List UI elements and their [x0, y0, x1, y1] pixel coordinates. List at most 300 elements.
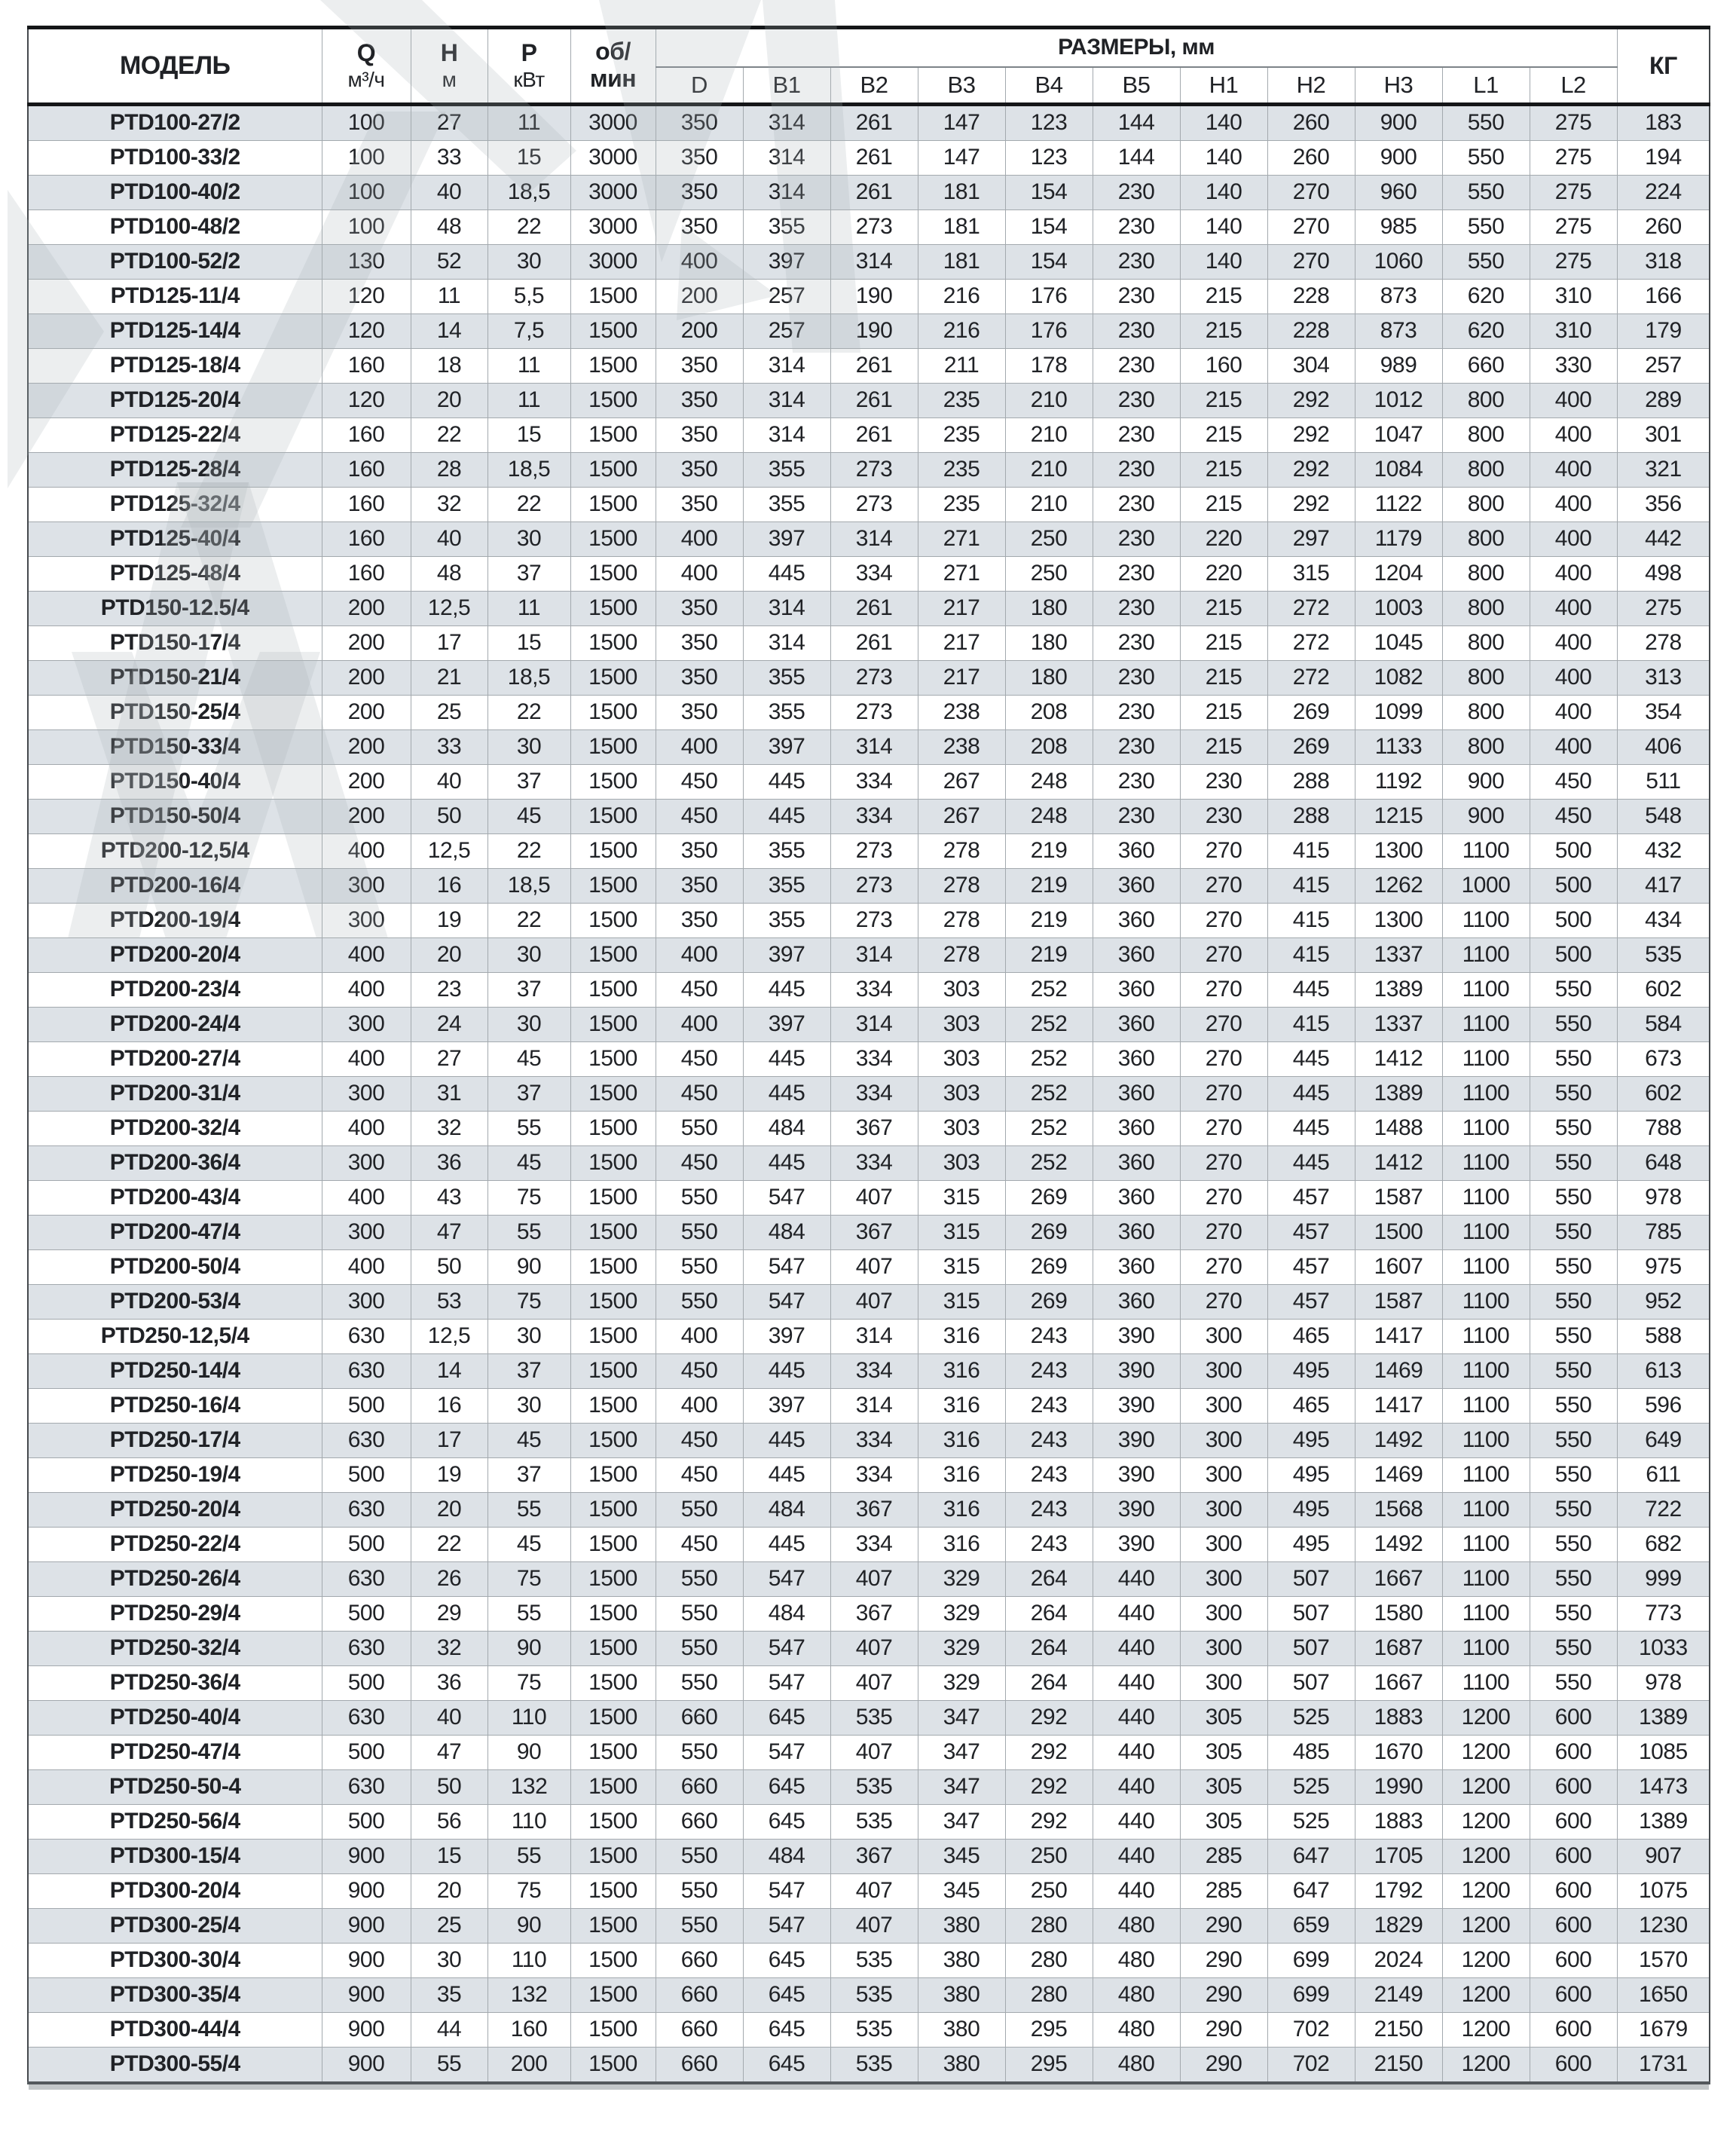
value-cell: 535: [830, 2012, 918, 2047]
value-cell: 355: [743, 695, 830, 729]
value-cell: 211: [918, 348, 1005, 383]
value-cell: 547: [743, 1735, 830, 1769]
value-cell: 367: [830, 1215, 918, 1249]
value-cell: 1045: [1355, 625, 1442, 660]
model-cell: PTD200-31/4: [28, 1076, 322, 1111]
value-cell: 400: [1530, 383, 1617, 417]
value-cell: 1417: [1355, 1388, 1442, 1423]
value-cell: 230: [1093, 383, 1180, 417]
value-cell: 550: [1530, 1041, 1617, 1076]
value-cell: 110: [487, 1700, 570, 1735]
value-cell: 295: [1005, 2012, 1093, 2047]
value-cell: 40: [411, 1700, 487, 1735]
value-cell: 380: [918, 2012, 1005, 2047]
table-row: [28, 175, 1710, 210]
value-cell: 160: [322, 556, 411, 591]
table-row: [28, 1180, 1710, 1215]
value-cell: 1417: [1355, 1319, 1442, 1353]
col-header-dim-b4: B4: [1005, 67, 1093, 105]
value-cell: 260: [1267, 140, 1355, 175]
value-cell: 264: [1005, 1631, 1093, 1665]
value-cell: 295: [1005, 2047, 1093, 2083]
value-cell: 550: [1530, 1631, 1617, 1665]
value-cell: 400: [1530, 695, 1617, 729]
value-cell: 190: [830, 279, 918, 313]
value-cell: 314: [830, 937, 918, 972]
value-cell: 347: [918, 1804, 1005, 1839]
table-row: [28, 1041, 1710, 1076]
value-cell: 27: [411, 1041, 487, 1076]
value-cell: 140: [1180, 210, 1267, 244]
value-cell: 440: [1093, 1839, 1180, 1873]
value-cell: 230: [1093, 313, 1180, 348]
model-cell: PTD125-28/4: [28, 452, 322, 487]
value-cell: 602: [1617, 972, 1710, 1007]
value-cell: 550: [1442, 244, 1530, 279]
value-cell: 278: [918, 937, 1005, 972]
value-cell: 36: [411, 1145, 487, 1180]
value-cell: 1500: [570, 833, 656, 868]
value-cell: 900: [322, 1908, 411, 1943]
value-cell: 272: [1267, 591, 1355, 625]
value-cell: 417: [1617, 868, 1710, 903]
value-cell: 1469: [1355, 1353, 1442, 1388]
value-cell: 1100: [1442, 1665, 1530, 1700]
value-cell: 1389: [1617, 1700, 1710, 1735]
value-cell: 355: [743, 868, 830, 903]
value-cell: 1829: [1355, 1908, 1442, 1943]
value-cell: 1883: [1355, 1804, 1442, 1839]
value-cell: 90: [487, 1735, 570, 1769]
table-row: [28, 1388, 1710, 1423]
model-cell: PTD200-24/4: [28, 1007, 322, 1041]
value-cell: 27: [411, 104, 487, 140]
value-cell: 24: [411, 1007, 487, 1041]
value-cell: 334: [830, 1076, 918, 1111]
value-cell: 250: [1005, 1839, 1093, 1873]
value-cell: 407: [830, 1665, 918, 1700]
value-cell: 275: [1617, 591, 1710, 625]
table-row: [28, 972, 1710, 1007]
value-cell: 270: [1180, 937, 1267, 972]
value-cell: 257: [743, 279, 830, 313]
value-cell: 329: [918, 1561, 1005, 1596]
col-header-dim-b2: B2: [830, 67, 918, 105]
value-cell: 800: [1442, 521, 1530, 556]
value-cell: 257: [1617, 348, 1710, 383]
value-cell: 800: [1442, 452, 1530, 487]
value-cell: 985: [1355, 210, 1442, 244]
value-cell: 28: [411, 452, 487, 487]
value-cell: 400: [656, 1319, 743, 1353]
value-cell: 645: [743, 2012, 830, 2047]
value-cell: 272: [1267, 625, 1355, 660]
value-cell: 315: [1267, 556, 1355, 591]
value-cell: 347: [918, 1735, 1005, 1769]
value-cell: 292: [1005, 1769, 1093, 1804]
value-cell: 300: [1180, 1492, 1267, 1527]
value-cell: 271: [918, 521, 1005, 556]
value-cell: 500: [322, 1596, 411, 1631]
table-row: [28, 452, 1710, 487]
value-cell: 200: [322, 764, 411, 799]
value-cell: 1084: [1355, 452, 1442, 487]
model-cell: PTD250-40/4: [28, 1700, 322, 1735]
value-cell: 269: [1005, 1215, 1093, 1249]
model-cell: PTD300-30/4: [28, 1943, 322, 1977]
value-cell: 450: [656, 1527, 743, 1561]
value-cell: 1500: [570, 1423, 656, 1457]
value-cell: 1500: [570, 1700, 656, 1735]
value-cell: 800: [1442, 695, 1530, 729]
value-cell: 55: [487, 1111, 570, 1145]
value-cell: 407: [830, 1180, 918, 1215]
value-cell: 1607: [1355, 1249, 1442, 1284]
table-row: [28, 1977, 1710, 2012]
value-cell: 22: [487, 210, 570, 244]
value-cell: 22: [487, 833, 570, 868]
value-cell: 1667: [1355, 1665, 1442, 1700]
table-row: [28, 1145, 1710, 1180]
model-cell: PTD200-27/4: [28, 1041, 322, 1076]
value-cell: 457: [1267, 1180, 1355, 1215]
value-cell: 144: [1093, 104, 1180, 140]
value-cell: 722: [1617, 1492, 1710, 1527]
value-cell: 550: [1442, 210, 1530, 244]
value-cell: 397: [743, 729, 830, 764]
value-cell: 1500: [570, 1769, 656, 1804]
value-cell: 645: [743, 1700, 830, 1735]
value-cell: 275: [1530, 210, 1617, 244]
value-cell: 75: [487, 1180, 570, 1215]
value-cell: 407: [830, 1561, 918, 1596]
value-cell: 645: [743, 1943, 830, 1977]
value-cell: 26: [411, 1561, 487, 1596]
value-cell: 217: [918, 625, 1005, 660]
value-cell: 1500: [570, 1527, 656, 1561]
model-cell: PTD300-20/4: [28, 1873, 322, 1908]
value-cell: 1500: [570, 1873, 656, 1908]
value-cell: 535: [830, 1769, 918, 1804]
value-cell: 355: [743, 487, 830, 521]
model-cell: PTD300-25/4: [28, 1908, 322, 1943]
value-cell: 316: [918, 1388, 1005, 1423]
value-cell: 1337: [1355, 1007, 1442, 1041]
value-cell: 442: [1617, 521, 1710, 556]
value-cell: 314: [743, 175, 830, 210]
value-cell: 360: [1093, 1284, 1180, 1319]
value-cell: 407: [830, 1735, 918, 1769]
value-cell: 273: [830, 868, 918, 903]
value-cell: 550: [1530, 1284, 1617, 1319]
col-header-power: [487, 28, 570, 105]
value-cell: 208: [1005, 729, 1093, 764]
value-cell: 1200: [1442, 1804, 1530, 1839]
value-cell: 260: [1617, 210, 1710, 244]
value-cell: 314: [743, 417, 830, 452]
value-cell: 261: [830, 175, 918, 210]
value-cell: 450: [656, 1353, 743, 1388]
value-cell: 400: [322, 937, 411, 972]
value-cell: 224: [1617, 175, 1710, 210]
value-cell: 645: [743, 2047, 830, 2083]
table-row: [28, 625, 1710, 660]
value-cell: 215: [1180, 417, 1267, 452]
value-cell: 550: [1530, 1111, 1617, 1145]
value-cell: 230: [1093, 348, 1180, 383]
value-cell: 390: [1093, 1319, 1180, 1353]
value-cell: 1100: [1442, 1249, 1530, 1284]
model-cell: PTD300-55/4: [28, 2047, 322, 2083]
value-cell: 11: [487, 591, 570, 625]
value-cell: 360: [1093, 1076, 1180, 1111]
value-cell: 952: [1617, 1284, 1710, 1319]
value-cell: 1679: [1617, 2012, 1710, 2047]
col-header-dim-b1: B1: [743, 67, 830, 105]
value-cell: 1500: [570, 1561, 656, 1596]
value-cell: 1100: [1442, 1215, 1530, 1249]
value-cell: 1100: [1442, 1145, 1530, 1180]
value-cell: 300: [322, 1215, 411, 1249]
value-cell: 507: [1267, 1596, 1355, 1631]
value-cell: 445: [743, 1076, 830, 1111]
value-cell: 350: [656, 660, 743, 695]
value-cell: 400: [322, 1249, 411, 1284]
value-cell: 800: [1442, 556, 1530, 591]
value-cell: 75: [487, 1561, 570, 1596]
value-cell: 1100: [1442, 1180, 1530, 1215]
value-cell: 1500: [570, 1665, 656, 1700]
value-cell: 36: [411, 1665, 487, 1700]
value-cell: 252: [1005, 1041, 1093, 1076]
value-cell: 40: [411, 521, 487, 556]
value-cell: 47: [411, 1215, 487, 1249]
value-cell: 630: [322, 1423, 411, 1457]
value-cell: 645: [743, 1804, 830, 1839]
value-cell: 230: [1093, 556, 1180, 591]
value-cell: 535: [830, 1977, 918, 2012]
value-cell: 55: [411, 2047, 487, 2083]
value-cell: 270: [1180, 1215, 1267, 1249]
value-cell: 30: [411, 1943, 487, 1977]
value-cell: 1200: [1442, 1977, 1530, 2012]
model-cell: PTD125-20/4: [28, 383, 322, 417]
value-cell: 350: [656, 140, 743, 175]
value-cell: 160: [322, 521, 411, 556]
value-cell: 1389: [1617, 1804, 1710, 1839]
value-cell: 292: [1267, 383, 1355, 417]
table-row: [28, 1769, 1710, 1804]
value-cell: 550: [656, 1180, 743, 1215]
value-cell: 547: [743, 1561, 830, 1596]
value-cell: 12,5: [411, 591, 487, 625]
value-cell: 110: [487, 1804, 570, 1839]
value-cell: 270: [1267, 175, 1355, 210]
value-cell: 252: [1005, 972, 1093, 1007]
value-cell: 1133: [1355, 729, 1442, 764]
value-cell: 900: [322, 1839, 411, 1873]
value-cell: 800: [1442, 417, 1530, 452]
value-cell: 215: [1180, 452, 1267, 487]
value-cell: 702: [1267, 2012, 1355, 2047]
value-cell: 310: [1530, 279, 1617, 313]
value-cell: 547: [743, 1665, 830, 1700]
value-cell: 360: [1093, 1249, 1180, 1284]
value-cell: 3000: [570, 210, 656, 244]
value-cell: 450: [1530, 764, 1617, 799]
value-cell: 350: [656, 625, 743, 660]
value-cell: 215: [1180, 383, 1267, 417]
value-cell: 1412: [1355, 1041, 1442, 1076]
value-cell: 611: [1617, 1457, 1710, 1492]
value-cell: 56: [411, 1804, 487, 1839]
value-cell: 397: [743, 937, 830, 972]
value-cell: 550: [1442, 175, 1530, 210]
value-cell: 360: [1093, 1041, 1180, 1076]
value-cell: 1100: [1442, 1561, 1530, 1596]
value-cell: 220: [1180, 556, 1267, 591]
model-cell: PTD100-52/2: [28, 244, 322, 279]
value-cell: 975: [1617, 1249, 1710, 1284]
value-cell: 507: [1267, 1631, 1355, 1665]
value-cell: 269: [1005, 1180, 1093, 1215]
value-cell: 269: [1267, 695, 1355, 729]
value-cell: 300: [322, 1284, 411, 1319]
value-cell: 318: [1617, 244, 1710, 279]
model-cell: PTD250-12,5/4: [28, 1319, 322, 1353]
value-cell: 334: [830, 1145, 918, 1180]
value-cell: 305: [1180, 1700, 1267, 1735]
value-cell: 238: [918, 695, 1005, 729]
value-cell: 230: [1093, 799, 1180, 833]
value-cell: 2149: [1355, 1977, 1442, 2012]
value-cell: 1100: [1442, 1007, 1530, 1041]
value-cell: 500: [322, 1804, 411, 1839]
value-cell: 300: [1180, 1527, 1267, 1561]
model-cell: PTD150-33/4: [28, 729, 322, 764]
value-cell: 269: [1005, 1284, 1093, 1319]
value-cell: 550: [656, 1631, 743, 1665]
value-cell: 550: [656, 1596, 743, 1631]
value-cell: 181: [918, 175, 1005, 210]
value-cell: 1500: [570, 625, 656, 660]
value-cell: 33: [411, 140, 487, 175]
value-cell: 445: [1267, 1076, 1355, 1111]
value-cell: 630: [322, 1319, 411, 1353]
value-cell: 300: [1180, 1665, 1267, 1700]
value-cell: 1215: [1355, 799, 1442, 833]
value-cell: 16: [411, 868, 487, 903]
value-cell: 350: [656, 695, 743, 729]
value-cell: 200: [322, 660, 411, 695]
value-cell: 314: [830, 1388, 918, 1423]
value-cell: 300: [322, 868, 411, 903]
value-cell: 480: [1093, 1977, 1180, 2012]
value-cell: 440: [1093, 1735, 1180, 1769]
value-cell: 1100: [1442, 1457, 1530, 1492]
table-row: [28, 521, 1710, 556]
value-cell: 550: [1530, 1423, 1617, 1457]
value-cell: 1500: [570, 1180, 656, 1215]
value-cell: 228: [1267, 279, 1355, 313]
value-cell: 292: [1267, 452, 1355, 487]
value-cell: 400: [1530, 660, 1617, 695]
value-cell: 55: [487, 1492, 570, 1527]
value-cell: 400: [656, 1388, 743, 1423]
model-cell: PTD150-40/4: [28, 764, 322, 799]
value-cell: 397: [743, 521, 830, 556]
value-cell: 270: [1180, 1180, 1267, 1215]
value-cell: 238: [918, 729, 1005, 764]
value-cell: 252: [1005, 1076, 1093, 1111]
table-row: [28, 1735, 1710, 1769]
head-symbol: Н: [440, 38, 458, 66]
value-cell: 660: [1442, 348, 1530, 383]
value-cell: 600: [1530, 2047, 1617, 2083]
flow-symbol: Q: [356, 38, 376, 66]
value-cell: 278: [918, 903, 1005, 937]
value-cell: 1570: [1617, 1943, 1710, 1977]
model-cell: PTD150-12.5/4: [28, 591, 322, 625]
value-cell: 278: [1617, 625, 1710, 660]
value-cell: 315: [918, 1284, 1005, 1319]
value-cell: 647: [1267, 1873, 1355, 1908]
value-cell: 248: [1005, 764, 1093, 799]
value-cell: 773: [1617, 1596, 1710, 1631]
header-row-top: [28, 28, 1710, 67]
value-cell: 350: [656, 175, 743, 210]
value-cell: 334: [830, 799, 918, 833]
value-cell: 300: [1180, 1631, 1267, 1665]
value-cell: 200: [322, 625, 411, 660]
value-cell: 1500: [570, 348, 656, 383]
value-cell: 647: [1267, 1839, 1355, 1873]
value-cell: 355: [743, 210, 830, 244]
value-cell: 406: [1617, 729, 1710, 764]
value-cell: 300: [322, 903, 411, 937]
value-cell: 495: [1267, 1353, 1355, 1388]
value-cell: 120: [322, 383, 411, 417]
table-row: [28, 695, 1710, 729]
col-header-dim-l2: L2: [1530, 67, 1617, 105]
value-cell: 480: [1093, 2047, 1180, 2083]
value-cell: 550: [1530, 1180, 1617, 1215]
value-cell: 648: [1617, 1145, 1710, 1180]
value-cell: 216: [918, 279, 1005, 313]
value-cell: 270: [1180, 1145, 1267, 1180]
value-cell: 1200: [1442, 2012, 1530, 2047]
value-cell: 630: [322, 1561, 411, 1596]
value-cell: 1003: [1355, 591, 1442, 625]
value-cell: 303: [918, 972, 1005, 1007]
value-cell: 264: [1005, 1596, 1093, 1631]
value-cell: 215: [1180, 729, 1267, 764]
value-cell: 397: [743, 1319, 830, 1353]
value-cell: 600: [1530, 1943, 1617, 1977]
value-cell: 400: [1530, 556, 1617, 591]
value-cell: 313: [1617, 660, 1710, 695]
value-cell: 550: [1530, 1007, 1617, 1041]
value-cell: 45: [487, 1041, 570, 1076]
value-cell: 1100: [1442, 1284, 1530, 1319]
value-cell: 350: [656, 591, 743, 625]
speed-line2: мин: [589, 65, 637, 93]
value-cell: 200: [322, 695, 411, 729]
value-cell: 316: [918, 1527, 1005, 1561]
value-cell: 210: [1005, 452, 1093, 487]
value-cell: 1100: [1442, 1492, 1530, 1527]
value-cell: 445: [743, 764, 830, 799]
